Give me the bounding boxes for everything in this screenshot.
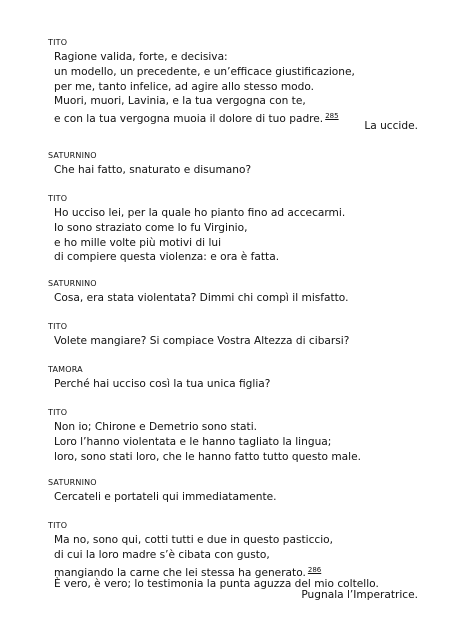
verse-line: e ho mille volte più motivi di lui bbox=[54, 236, 222, 249]
verse-line: loro, sono stati loro, che le hanno fatto tutto questo male. bbox=[54, 450, 361, 463]
verse-line: Muori, muori, Lavinia, e la tua vergogna con te, bbox=[54, 95, 306, 108]
speaker-name: TITO bbox=[48, 521, 68, 530]
speech-lines bbox=[48, 163, 428, 178]
verse-line: Loro l’hanno violentata e le hanno tagliato la lingua; bbox=[54, 435, 332, 448]
verse-line: un modello, un precedente, e un’efficace giustificazione, bbox=[54, 65, 355, 78]
speech-block bbox=[48, 38, 428, 124]
stage-direction: Pugnala l’Imperatrice. bbox=[301, 589, 418, 601]
speech-lines bbox=[48, 420, 428, 464]
speaker-name: TITO bbox=[48, 322, 68, 331]
verse-line: per me, tanto infelice, ad agire allo stesso modo. bbox=[54, 80, 315, 93]
speech-block bbox=[48, 365, 428, 392]
speech-block bbox=[48, 478, 428, 505]
verse-line: di compiere questa violenza: e ora è fatta. bbox=[54, 251, 280, 264]
speech-block bbox=[48, 279, 428, 306]
speaker-name: SATURNINO bbox=[48, 279, 97, 288]
speech-block bbox=[48, 521, 428, 592]
footnote-reference[interactable]: 286 bbox=[307, 565, 322, 574]
verse-line: Ragione valida, forte, e decisiva: bbox=[54, 51, 228, 63]
speech-lines bbox=[48, 377, 428, 392]
verse-line: Cercateli e portateli qui immediatamente. bbox=[54, 491, 277, 503]
verse-line: Volete mangiare? Si compiace Vostra Altezza di cibarsi? bbox=[54, 335, 350, 347]
stage-direction: La uccide. bbox=[364, 120, 418, 132]
speaker-name: TITO bbox=[48, 194, 68, 203]
verse-line: Che hai fatto, snaturato e disumano? bbox=[54, 164, 252, 176]
verse-line: di cui la loro madre s’è cibata con gusto, bbox=[54, 548, 270, 561]
verse-text: e con la tua vergogna muoia il dolore di tuo padre. bbox=[54, 113, 324, 126]
speech-lines bbox=[48, 50, 428, 124]
speech-block bbox=[48, 408, 428, 464]
verse-line: È vero, è vero; lo testimonia la punta aguzza del mio coltello. bbox=[54, 578, 379, 591]
verse-line-with-note bbox=[54, 563, 428, 578]
speech-lines bbox=[48, 291, 428, 306]
footnote-reference[interactable]: 285 bbox=[325, 112, 339, 121]
speech-lines bbox=[48, 490, 428, 505]
speech-block bbox=[48, 194, 428, 265]
verse-line: Perché hai ucciso così la tua unica figlia? bbox=[54, 378, 271, 390]
speech-lines bbox=[48, 206, 428, 265]
speech-block bbox=[48, 322, 428, 349]
speech-block bbox=[48, 151, 428, 178]
speaker-name: TITO bbox=[48, 38, 68, 47]
speaker-name: TAMORA bbox=[48, 365, 83, 374]
verse-line: Ma no, sono qui, cotti tutti e due in questo pasticcio, bbox=[54, 534, 334, 546]
speech-lines bbox=[48, 334, 428, 349]
verse-line: Cosa, era stata violentata? Dimmi chi compì il misfatto. bbox=[54, 292, 349, 304]
speaker-name: SATURNINO bbox=[48, 151, 97, 160]
verse-line: Io sono straziato come lo fu Virginio, bbox=[54, 221, 248, 234]
verse-line: Ho ucciso lei, per la quale ho pianto fino ad accecarmi. bbox=[54, 207, 346, 219]
speaker-name: TITO bbox=[48, 408, 68, 417]
verse-line: Non io; Chirone e Demetrio sono stati. bbox=[54, 421, 257, 433]
speaker-name: SATURNINO bbox=[48, 478, 97, 487]
verse-text: mangiando la carne che lei stessa ha generato. bbox=[54, 566, 306, 579]
speech-lines bbox=[48, 533, 428, 592]
